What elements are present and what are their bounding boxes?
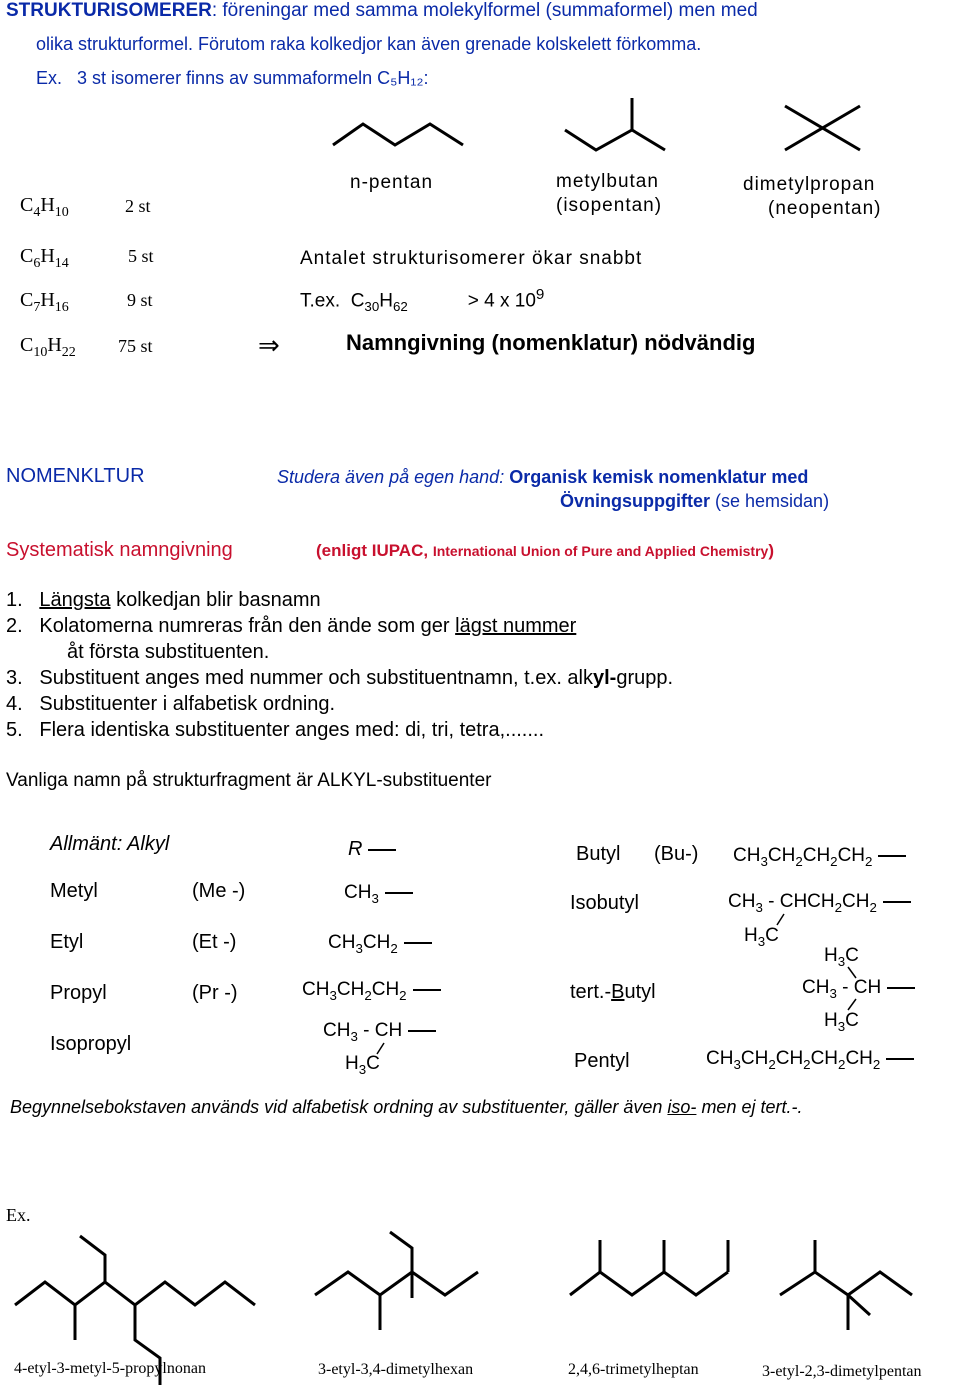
alkyl-isobutyl-formula-top: $CH_3$ - $CHCH_2CH_2$: [728, 891, 911, 915]
alkyl-pentyl-name: Pentyl: [574, 1050, 630, 1072]
examples-label: Ex.: [6, 1205, 31, 1225]
alphabet-note: Begynnelsebokstaven används vid alfabetisk ordning av substituenter, gäller även iso- men ej tert.-.: [10, 1097, 803, 1117]
label-dimetylpropan: dimetylpropan: [743, 174, 876, 195]
count-c4h10: 2 st: [125, 196, 151, 216]
alkyl-pentyl-formula: $CH_3CH_2CH_2CH_2CH_2$: [706, 1048, 914, 1072]
growth-line: Antalet strukturisomerer ökar snabbt: [300, 248, 643, 269]
alkyl-propyl-name: Propyl: [50, 982, 107, 1004]
alkyl-butyl-abbr: (Bu-): [654, 843, 699, 865]
formula-c4h10: $C_4H_{10}$: [20, 194, 69, 220]
intro-formula: C₅H₁₂:: [377, 68, 429, 88]
alkyl-propyl-formula: $CH_3CH_2CH_2$: [302, 979, 441, 1003]
iupac-line: (enligt IUPAC, International Union of Pure and Applied Chemistry): [316, 541, 774, 560]
intro-title-rest: : föreningar med samma molekylformel (summaformel) men med: [211, 0, 758, 21]
alkyl-metyl-name: Metyl: [50, 880, 98, 902]
alkyl-general: Allmänt: Alkyl: [50, 833, 170, 855]
implies-arrow: ⇒: [258, 330, 280, 360]
count-c7h16: 9 st: [127, 290, 153, 310]
count-c10h22: 75 st: [118, 336, 153, 356]
growth-example: T.ex. $C_{30}H_{62} > 4$ x $10^9$: [300, 286, 545, 315]
rule-2: 2. Kolatomerna numreras från den ände som ger lägst nummer: [6, 615, 577, 637]
formula-c6h14: $C_6H_{14}$: [20, 245, 69, 271]
nomenklatur-heading: NOMENKLTUR: [6, 465, 145, 487]
alkyl-tertbutyl-formula-mid: $CH_3$ - CH: [802, 977, 915, 1001]
label-metylbutan: metylbutan: [556, 171, 659, 192]
alkyl-etyl-formula: $CH_3CH_2$: [328, 932, 432, 956]
rule-1: 1. Längsta kolkedjan blir basnamn: [6, 589, 321, 611]
example-4-skeleton: [780, 1240, 912, 1330]
alkyl-propyl-abbr: (Pr -): [192, 982, 238, 1004]
label-isopentan: (isopentan): [556, 195, 663, 216]
alkyl-etyl-abbr: (Et -): [192, 931, 237, 953]
intro-line-2: olika strukturformel. Förutom raka kolkedjor kan även grenade kolskelett förkomma.: [36, 34, 702, 54]
intro-ex-label: Ex.: [36, 68, 63, 88]
label-n-pentan: n-pentan: [350, 172, 434, 193]
example-3-name: 2,4,6-trimetylheptan: [568, 1361, 699, 1378]
alkyl-etyl-name: Etyl: [50, 931, 84, 953]
alkyl-isobutyl-name: Isobutyl: [570, 892, 639, 914]
alkyl-tertbutyl-formula-top: $H_3C$: [824, 945, 859, 969]
rule-2-cont: åt första substituenten.: [67, 641, 270, 663]
study-line: Studera även på egen hand: Organisk kemisk nomenklatur med: [277, 467, 809, 487]
growth-conclusion: Namngivning (nomenklatur) nödvändig: [346, 330, 756, 355]
count-c6h14: 5 st: [128, 246, 154, 266]
label-neopentan: (neopentan): [768, 198, 882, 219]
alkyl-tertbutyl-name: tert.-Butyl: [570, 981, 656, 1003]
alkyl-butyl-name: Butyl: [576, 843, 621, 865]
formula-c7h16: $C_7H_{16}$: [20, 289, 69, 315]
example-2-name: 3-etyl-3,4-dimetylhexan: [318, 1361, 474, 1378]
example-3-skeleton: [570, 1240, 728, 1295]
example-1-name: 4-etyl-3-metyl-5-propylnonan: [14, 1360, 206, 1377]
intro-title: STRUKTURISOMERER: [6, 0, 212, 21]
alkyl-metyl-abbr: (Me -): [192, 880, 246, 902]
alkyl-isopropyl-formula-bottom: $H_3C$: [345, 1053, 380, 1077]
rule-5: 5. Flera identiska substituenter anges med: di, tri, tetra,.......: [6, 719, 545, 741]
rule-3: 3. Substituent anges med nummer och substituentnamn, t.ex. alkyl-grupp.: [6, 667, 674, 689]
alkyl-metyl-formula: $CH_3$: [344, 882, 413, 906]
alkyl-isobutyl-formula-bottom: $H_3C$: [744, 925, 779, 949]
alkyl-isopropyl-formula-top: $CH_3$ - CH: [323, 1020, 436, 1044]
example-2-skeleton: [315, 1232, 478, 1330]
exercises-line: Övningsuppgifter (se hemsidan): [560, 491, 830, 511]
intro-ex-text: 3 st isomerer finns av summaformeln: [77, 68, 373, 88]
systematic-heading: Systematisk namngivning: [6, 539, 233, 561]
alkyl-intro: Vanliga namn på strukturfragment är ALKYL-substituenter: [6, 770, 492, 791]
alkyl-butyl-formula: $CH_3CH_2CH_2CH_2$: [733, 845, 906, 869]
alkyl-tertbutyl-formula-bottom: $H_3C$: [824, 1010, 859, 1034]
alkyl-r: R: [348, 838, 396, 861]
rule-4: 4. Substituenter i alfabetisk ordning.: [6, 693, 336, 715]
example-4-name: 3-etyl-2,3-dimetylpentan: [762, 1363, 922, 1380]
alkyl-isopropyl-name: Isopropyl: [50, 1033, 132, 1055]
formula-c10h22: $C_{10}H_{22}$: [20, 334, 76, 360]
